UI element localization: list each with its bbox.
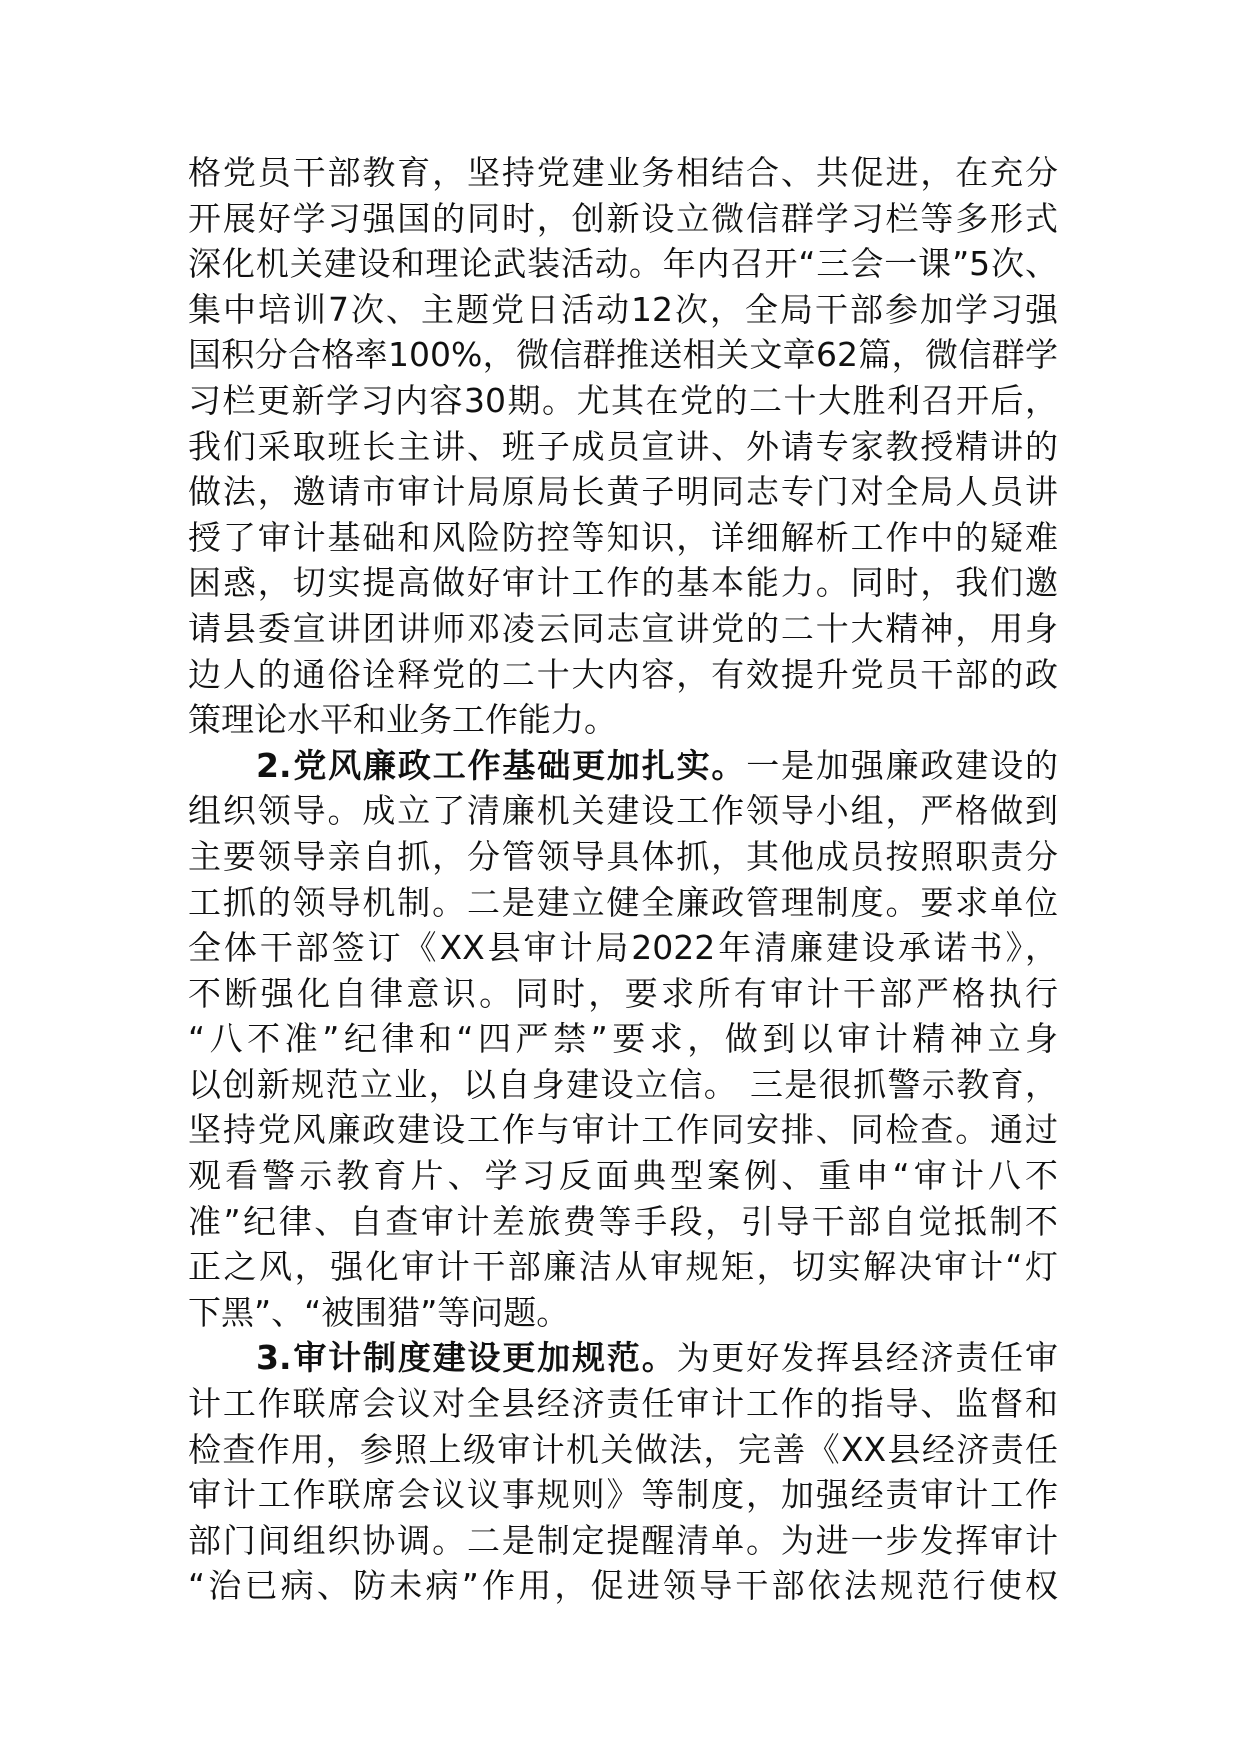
section-heading: 2.党风廉政工作基础更加扎实。 (256, 745, 747, 785)
text-line: 我们采取班长主讲、班子成员宣讲、外请专家教授精讲的 (188, 426, 1058, 466)
paragraph-audit-system (188, 1335, 1058, 1609)
text-line: 习栏更新学习内容30期。尤其在党的二十大胜利召开后， (188, 380, 1058, 420)
text-line: “八不准”纪律和“四严禁”要求，做到以审计精神立身 (188, 1019, 1058, 1059)
paragraph-first-line (188, 743, 1058, 789)
paragraph-party-education (188, 150, 1058, 743)
text-line: 深化机关建设和理论武装活动。年内召开“三会一课”5次、 (188, 244, 1058, 284)
text-line: 下黑”、“被围猎”等问题。 (188, 1292, 570, 1332)
text-line: 做法，邀请市审计局原局长黄子明同志专门对全局人员讲 (188, 472, 1058, 512)
text-line: 以创新规范立业，以自身建设立信。 三是很抓警示教育， (188, 1064, 1058, 1104)
text-line: “治已病、防未病”作用，促进领导干部依法规范行使权 (188, 1566, 1058, 1606)
paragraph-first-line (188, 1335, 1058, 1381)
text-line: 策理论水平和业务工作能力。 (188, 700, 617, 740)
text-line: 集中培训7次、主题党日活动12次，全局干部参加学习强 (188, 289, 1058, 329)
text-line: 不断强化自律意识。同时，要求所有审计干部严格执行 (188, 973, 1058, 1013)
text-line: 国积分合格率100%，微信群推送相关文章62篇，微信群学 (188, 335, 1058, 375)
text-line: 部门间组织协调。二是制定提醒清单。为进一步发挥审计 (188, 1520, 1058, 1560)
text-line: 坚持党风廉政建设工作与审计工作同安排、同检查。通过 (188, 1110, 1058, 1150)
text-line: 观看警示教育片、学习反面典型案例、重申“审计八不 (188, 1156, 1058, 1196)
text-line: 开展好学习强国的同时，创新设立微信群学习栏等多形式 (188, 198, 1058, 238)
text-line: 计工作联席会议对全县经济责任审计工作的指导、监督和 (188, 1384, 1058, 1424)
text-line: 工抓的领导机制。二是建立健全廉政管理制度。要求单位 (188, 882, 1058, 922)
document-body (188, 150, 1058, 1609)
text-line: 审计工作联席会议议事规则》等制度，加强经责审计工作 (188, 1475, 1058, 1515)
text-line: 检查作用，参照上级审计机关做法，完善《XX县经济责任 (188, 1429, 1058, 1469)
text-line: 组织领导。成立了清廉机关建设工作领导小组，严格做到 (188, 791, 1058, 831)
text-segment: 一是加强廉政建设的 (746, 745, 1059, 785)
text-line: 准”纪律、自查审计差旅费等手段，引导干部自觉抵制不 (188, 1201, 1058, 1241)
text-line: 边人的通俗诠释党的二十大内容，有效提升党员干部的政 (188, 654, 1058, 694)
text-line: 正之风，强化审计干部廉洁从审规矩，切实解决审计“灯 (188, 1247, 1058, 1287)
text-line: 格党员干部教育，坚持党建业务相结合、共促进，在充分 (188, 153, 1058, 192)
text-line: 困惑，切实提高做好审计工作的基本能力。同时，我们邀 (188, 563, 1058, 603)
text-line: 授了审计基础和风险防控等知识，详细解析工作中的疑难 (188, 517, 1058, 557)
text-line: 全体干部签订《XX县审计局2022年清廉建设承诺书》， (188, 928, 1058, 968)
section-heading: 3.审计制度建设更加规范。 (256, 1338, 677, 1378)
text-line: 主要领导亲自抓，分管领导具体抓，其他成员按照职责分 (188, 836, 1058, 876)
text-segment: 为更好发挥县经济责任审 (676, 1338, 1059, 1378)
text-line: 请县委宣讲团讲师邓凌云同志宣讲党的二十大精神，用身 (188, 608, 1058, 648)
paragraph-integrity-work (188, 743, 1058, 1336)
